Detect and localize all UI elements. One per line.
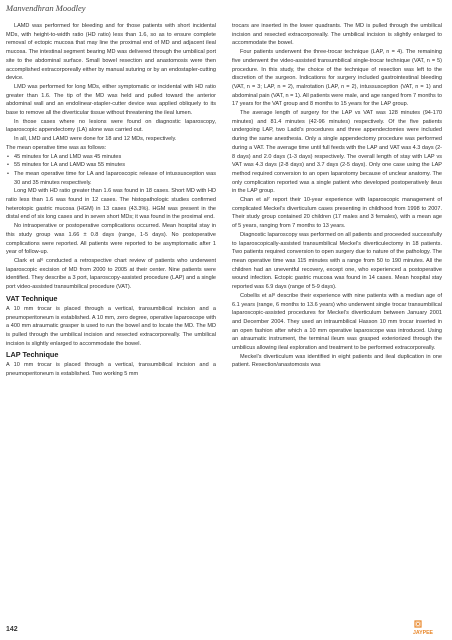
paragraph: trocars are inserted in the lower quadrants. The MD is pulled through the umbilical incision and resected extracorporeally. The umbilical incision is slightly enlarged to accommodate the bowel. <box>232 23 442 47</box>
paragraph: No intraoperative or postoperative complications occurred. Mean hospital stay in this study group was 1.66 ± 0.8 days (range, 1-5 days). No postoperative complications were reported. All patients were reported to be asymptomatic after 1 year of follow-up. <box>6 223 216 256</box>
paragraph: LAMD was performed for bleeding and for those patients with short incidental MDs, with height-to-width ratio (HD ratio) less than 1.6, so as to ensure complete removal of ectopic mucosa that may line the proximal end of MD and adjacent ileal mucosa. The intestinal segment bearing MD was delivered through the umbilical port site to the abdominal surface. Small bowel resection and anastomosis were then accomplished extracorporeally either by manual suturing or by an endostapler-cutting device. <box>6 23 216 82</box>
paragraph: A 10 mm trocar is placed through a vertical, transumbilical incision and a pneumoperitoneum is established. A 10 mm, zero degree, operative laparoscope with a 400 mm atraumatic grasper is used to run the bowel and to locate the MD. The MD is pulled through the umbilical incision and resected extracorporeally. The umbilical incision is slightly enlarged to accommodate the bowel. <box>6 305 216 347</box>
paragraph: Long MD with HD ratio greater than 1.6 was found in 18 cases. Short MD with HD ratio less than 1.6 was found in 12 cases. The histopathologic studies confirmed heterotopic gastric mucosa (HGM) in 13 cases (43.3%). HGM was present in the distal end of six long cases and in seven short MDs; it was found in the proximal end. <box>6 188 216 221</box>
left-column <box>6 22 216 379</box>
logo-text: JAYPEE <box>413 630 433 636</box>
paragraph: A 10 mm trocar is placed through a vertical, transumbilical incision and a pneumoperitoneum is established. Two working 5 mm <box>6 362 216 378</box>
paragraph: Meckel’s diverticulum was identified in eight patients and ileal duplication in one patient. Resection/anastomosis was <box>232 353 442 369</box>
operative-time-list <box>6 153 216 188</box>
section-heading-lap: LAP Technique <box>6 350 59 360</box>
publisher-logo <box>412 620 446 636</box>
page-number: 142 <box>6 626 18 633</box>
section-heading-vat: VAT Technique <box>6 293 58 303</box>
paragraph: Diagnostic laparoscopy was performed on all patients and proceeded successfully to laparoscopically-assisted transumbilical Meckel’s diverticulectomy in 18 patients. Two patients required conversion to open surgery due to nature of the pathology. The mean operative time was 115 minutes with a range from 50 to 190 minutes. All the children had an uneventful recovery, except one, who experienced a postoperative wound infection. Ectopic gastric mucosa was found in 14 cases. Mean hospital stay reported was 6.9 days (range of 5-9 days). <box>232 231 442 291</box>
running-head: Manvendhran Moodley <box>6 3 86 13</box>
paragraph: LMD was performed for long MDs, either symptomatic or incidental with HD ratio greater than 1.6. The tip of the MD was held and pulled toward the anterior abdominal wall and an endolinear-stapler-cutter device was applied obliquely to its base to remove all the diverticular tissue without threatening the ileal lumen. <box>6 83 216 117</box>
jaypee-logo-icon <box>412 620 446 636</box>
list-item: • 45 minutes for LA and LMD was 45 minutes <box>6 153 216 162</box>
right-column <box>232 22 442 370</box>
paragraph: Four patients underwent the three-trocar technique (LAP, n = 4). The remaining five underwent the video-assisted transumbilical single-trocar technique (VAT, n = 5) procedure. In this study, the choice of the technique of resection was left to the discretion of the surgeon. Indications for surgery included gastrointestinal bleeding (VAT, n = 3; LAP, n = 2), malrotation (LAP, n = 2), intussusception (VAT, n = 1) and abdominal pain (VAT, n = 1). All patients were male, and age ranged from 7 months to 17 years for the VAT group and 8 months to 15 years for the LAP group. <box>232 49 442 108</box>
list-item: • 55 minutes for LA and LAMD was 55 minutes <box>6 161 216 170</box>
list-item: • The mean operative time for LA and laparoscopic release of intussusception was 30 and 35 minutes respectively. <box>6 170 216 187</box>
paragraph: Clark et al⁶ conducted a retrospective chart review of patients who underwent laparoscopic excision of MD from 2000 to 2005 at their center. Nine patients were identified. They describe a 3 port, laparoscopy-assisted procedure (LAP) and a single port video-assisted transumbilical procedure (VAT). <box>6 257 216 291</box>
paragraph: Cobellis et al⁸ describe their experience with nine patients with a median age of 6.1 years (range, 6 months to 13.6 years) who underwent single trocar transumbilical laparoscopic-assisted procedures for Meckel’s diverticulum between January 2001 and December 2004. They used an intraumbilical Hasson 10 mm trocar inserted in an open fashion after which a 10 mm operative laparoscope was introduced. Using an atraumatic instrument, the terminal ileum was grasped exteriorized through the umbilicus allowing ileal exploration and treatment to be performed extracorporeally. <box>232 292 442 352</box>
paragraph: In all, LMD and LAMD were done for 18 and 12 MDs, respectively. <box>14 136 177 143</box>
paragraph: In those cases where no lesions were found on diagnostic laparoscopy, laparoscopic appendectomy (LA) alone was carried out. <box>6 118 216 134</box>
paragraph: The average length of surgery for the LAP vs VAT was 128 minutes (94-170 minutes) and 81.4 minutes (42-96 minutes) respectively. Of the five patients undergoing LAP, two Ladd’s procedures and three appendectomies were included during the same anesthesia. Only a single appendectomy procedure was performed during a VAT. The average time until full feeds with the LAP and VAT was 4.3 days (2-8 days) and 2.0 days (1-3 days) respectively. The overall length of stay with LAP vs VAT was 4.3 days (2-8 days) and 3.7 days (2-5 days). Only one case using the LAP method required conversion to an open laparotomy because of unclear anatomy. The only complication reported was a single patient who developed postoperatively ileus in the LAP group. <box>232 110 442 195</box>
paragraph: The mean operative time was as follows: <box>6 144 107 151</box>
paragraph: Chan et al⁷ report their 10-year experience with laparoscopic management of complicated Meckel’s diverticulum cases presenting in childhood from 1998 to 2007. Their study group contained 20 children (17 males and 3 females), with a mean age of 5 years, ranging from 7 months to 13 years. <box>232 197 442 230</box>
